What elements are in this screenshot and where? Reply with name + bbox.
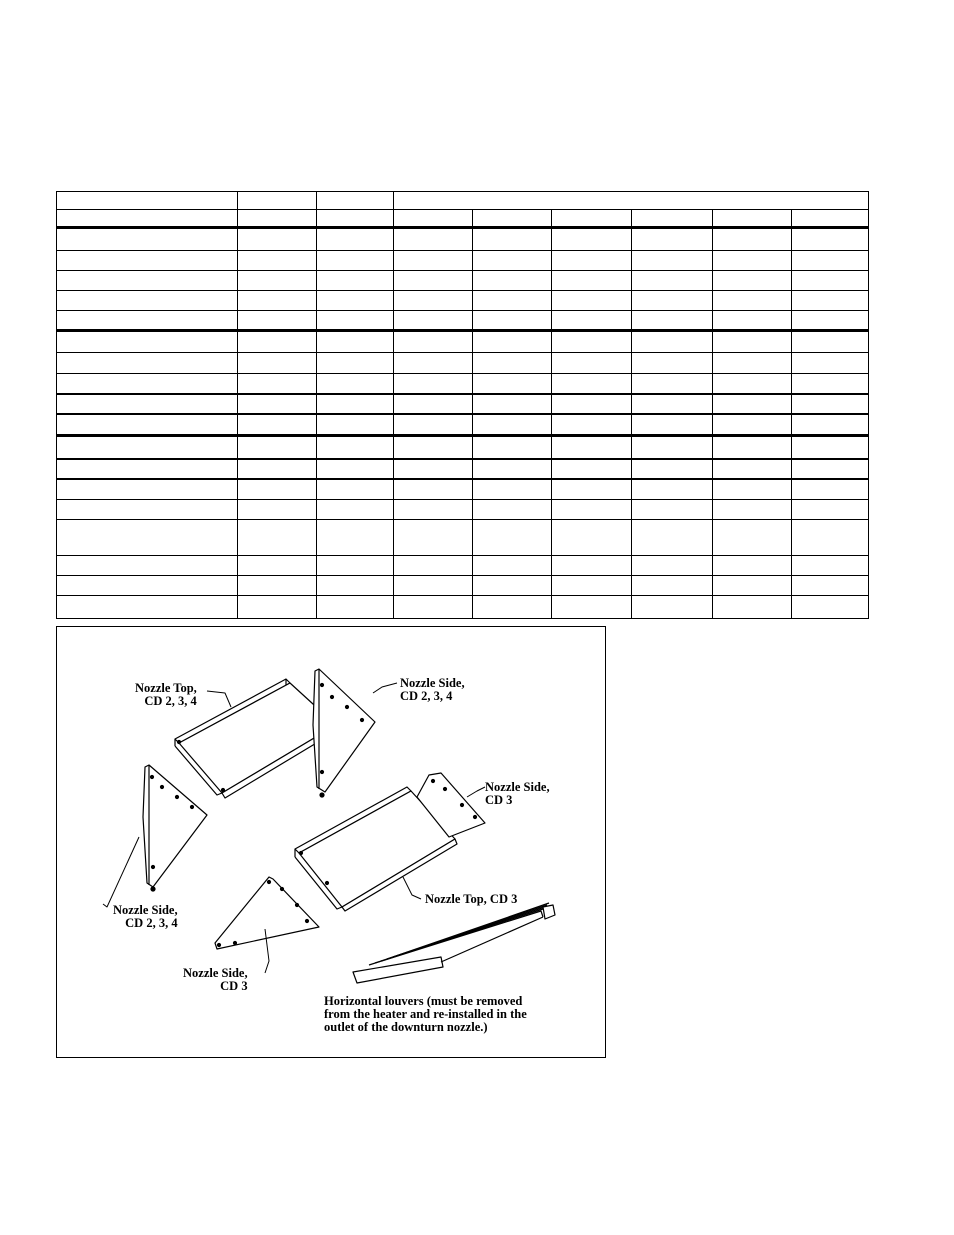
callout-line: Nozzle Side, [485, 780, 550, 794]
table-column-divider [237, 191, 238, 619]
callout-line: from the heater and re-installed in the [324, 1007, 527, 1021]
table-row-divider [56, 458, 869, 460]
table-section-rule [56, 434, 869, 437]
table-column-divider [316, 191, 317, 619]
table-column-divider [791, 209, 792, 619]
table-section-rule [56, 329, 869, 332]
table-row-divider [56, 373, 869, 374]
table-row-divider [56, 393, 869, 395]
nozzle-side-cd234-upper-part [313, 669, 375, 797]
callout-line: CD 2, 3, 4 [125, 916, 178, 930]
callout-line: Nozzle Side, [183, 966, 248, 980]
nozzle-side-cd3-lower-part [215, 877, 319, 949]
callout-nozzle-top-cd234 [135, 682, 197, 708]
table-column-divider [393, 191, 394, 619]
callout-nozzle-side-cd234-upper [400, 677, 465, 703]
table-row-divider [56, 310, 869, 311]
callout-nozzle-side-cd3-lower [183, 967, 248, 993]
table-row-divider [56, 575, 869, 576]
table-row-divider [56, 270, 869, 271]
table-row-divider [56, 519, 869, 520]
table-row-divider [56, 595, 869, 596]
parts-figure [56, 626, 606, 1058]
table-row-divider [56, 209, 869, 210]
callout-line: CD 2, 3, 4 [144, 694, 197, 708]
table-row-divider [56, 290, 869, 291]
callout-line: CD 3 [220, 979, 248, 993]
callout-nozzle-side-cd234-lower [113, 904, 178, 930]
callout-line: CD 2, 3, 4 [400, 689, 453, 703]
spec-table [56, 191, 869, 619]
table-column-divider [712, 209, 713, 619]
table-row-divider [56, 413, 869, 415]
table-row-divider [56, 555, 869, 556]
callout-line: Nozzle Side, [400, 676, 465, 690]
table-row-divider [56, 499, 869, 500]
callout-nozzle-top-cd3 [425, 893, 517, 906]
table-column-divider [472, 209, 473, 619]
callout-nozzle-side-cd3-upper [485, 781, 550, 807]
table-column-divider [631, 209, 632, 619]
table-row-divider [56, 478, 869, 480]
table-row-divider [56, 250, 869, 251]
horizontal-louvers-part [353, 903, 555, 983]
callout-line: Nozzle Top, [135, 681, 197, 695]
callout-line: Horizontal louvers (must be removed [324, 994, 523, 1008]
callout-line: CD 3 [485, 793, 513, 807]
callout-line: outlet of the downturn nozzle.) [324, 1020, 488, 1034]
callout-line: Nozzle Top, CD 3 [425, 892, 518, 906]
table-header-rule [56, 226, 869, 229]
callout-line: Nozzle Side, [113, 903, 178, 917]
callout-horizontal-louvers [324, 995, 527, 1034]
table-row-divider [56, 352, 869, 353]
table-column-divider [551, 209, 552, 619]
nozzle-side-cd234-lower-part [143, 765, 207, 891]
